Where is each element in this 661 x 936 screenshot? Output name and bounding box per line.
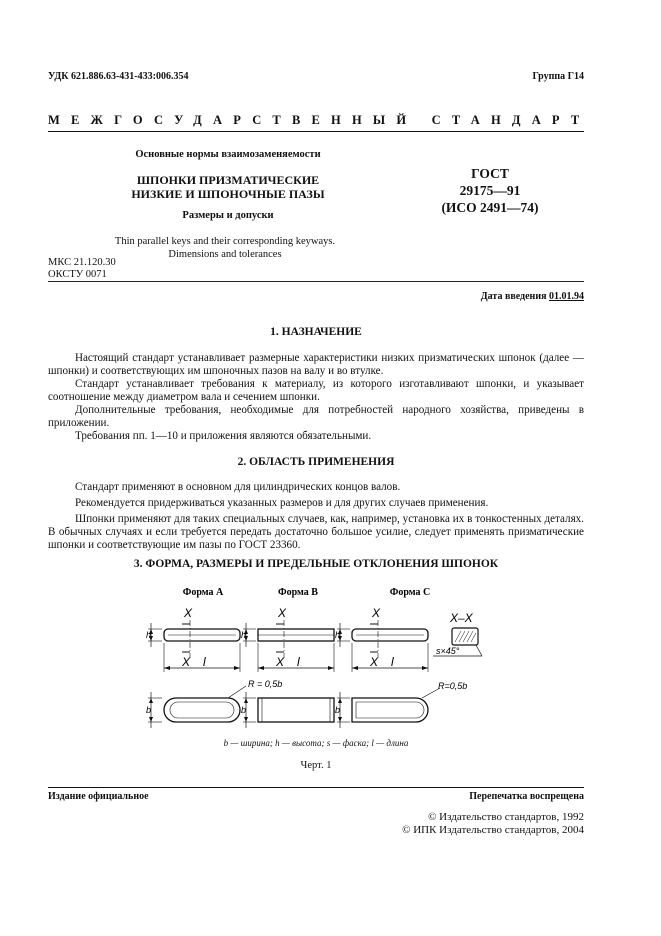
- group-code: Группа Г14: [532, 71, 584, 82]
- section-mark-a-bottom: X: [182, 655, 191, 669]
- form-b-side-view: [243, 620, 334, 672]
- section-label: X–X: [450, 611, 473, 625]
- udk-code: УДК 621.886.63-431-433:006.354: [48, 71, 189, 82]
- figure-caption: Черт. 1: [300, 760, 332, 771]
- copyright-2004: © ИПК Издательство стандартов, 2004: [402, 824, 584, 836]
- series-title: Основные нормы взаимозаменяемости: [135, 149, 321, 160]
- english-title: [80, 235, 370, 261]
- intro-date-label: Дата введения: [480, 291, 547, 302]
- chamfer-label: s×45°: [436, 646, 460, 656]
- section-mark-b-top: X: [278, 606, 287, 620]
- width-label-b: b: [241, 705, 247, 715]
- section-2-paragraph-2: Рекомендуется придерживаться указанных размеров и для других случаев применения.: [75, 497, 489, 509]
- section-mark-b-bottom: X: [276, 655, 285, 669]
- title-rule: [48, 281, 584, 282]
- intro-date-value: 01.01.94: [549, 291, 584, 302]
- mks-code: МКС 21.120.30: [48, 257, 116, 268]
- section-2-title: 2. ОБЛАСТЬ ПРИМЕНЕНИЯ: [237, 456, 395, 468]
- section-2-paragraph-1: Стандарт применяют в основном для цилиндрических концов валов.: [75, 481, 401, 493]
- footer-rule: [48, 787, 584, 788]
- height-label-b: h: [241, 630, 247, 640]
- gost-designation: [410, 165, 570, 216]
- form-b-label: Форма B: [278, 587, 318, 598]
- document-subtitle: Размеры и допуски: [182, 210, 274, 221]
- section-mark-c-top: X: [372, 606, 381, 620]
- form-a-label: Форма А: [182, 587, 224, 598]
- form-c-plan-view: [337, 688, 440, 728]
- iso-number: (ИСО 2491—74): [441, 200, 539, 215]
- section-2-body: [48, 481, 584, 552]
- form-a-plan-view: [148, 686, 246, 728]
- section-2-paragraph-3: Шпонки применяют для таких специальных случаев, как, например, установка их в тонкостенных деталях. В обычных случаях и если требуется передать достаточно большое усилие, следует применять призматические шпонки и соответствующие им пазы по ГОСТ 23360.: [48, 513, 584, 551]
- title-line-1: ШПОНКИ ПРИЗМАТИЧЕСКИЕ: [136, 173, 320, 187]
- section-1-title: 1. НАЗНАЧЕНИЕ: [270, 326, 362, 338]
- copyright-block: [402, 811, 584, 837]
- section-mark-c-bottom: X: [370, 655, 379, 669]
- form-b-plan-view: [243, 692, 334, 728]
- radius-label-c: R=0,5b: [438, 681, 468, 691]
- standard-banner: МЕЖГОСУДАРСТВЕННЫЙ СТАНДАРТ: [48, 113, 591, 127]
- section-1-paragraph-2: Стандарт устанавливает требования к материалу, из которого изготавливают шпонки, и указывает соотношение между диаметром вала и сечением шпонки.: [48, 378, 584, 403]
- section-1-body: [48, 352, 584, 443]
- english-title-line-1: Thin parallel keys and their corresponding keyways.: [114, 236, 336, 247]
- gost-label: ГОСТ: [471, 166, 509, 181]
- radius-label-a: R = 0,5b: [248, 679, 283, 689]
- width-label-c: b: [335, 705, 341, 715]
- title-line-2: НИЗКИЕ И ШПОНОЧНЫЕ ПАЗЫ: [131, 187, 325, 201]
- form-a-side-view: [148, 620, 240, 672]
- width-label-a: b: [146, 705, 152, 715]
- section-1-paragraph-1: Настоящий стандарт устанавливает размерные характеристики низких призматических шпонок (далее — шпонки) и соответствующих им шпоночных пазов на валу и во втулке.: [48, 352, 584, 377]
- banner-rule: [48, 131, 584, 132]
- form-c-side-view: [337, 620, 428, 672]
- section-3-title: 3. ФОРМА, РАЗМЕРЫ И ПРЕДЕЛЬНЫЕ ОТКЛОНЕНИЯ ШПОНОК: [133, 558, 499, 570]
- reprint-prohibited: Перепечатка воспрещена: [469, 791, 584, 802]
- okstu-code: ОКСТУ 0071: [48, 269, 107, 280]
- height-label-c: h: [335, 630, 341, 640]
- section-1-paragraph-3: Дополнительные требования, необходимые для потребностей народного хозяйства, приведены в приложении.: [48, 404, 584, 429]
- section-1-paragraph-4: Требования пп. 1—10 и приложения являются обязательными.: [75, 430, 372, 442]
- figure-legend: b — ширина; h — высота; s — фаска; l — длина: [223, 738, 409, 748]
- official-edition: Издание официальное: [48, 791, 149, 802]
- length-label-a: l: [203, 655, 206, 669]
- length-label-c: l: [391, 655, 394, 669]
- classification-codes: [48, 257, 116, 281]
- height-label-a: h: [146, 630, 152, 640]
- length-label-b: l: [297, 655, 300, 669]
- gost-number: 29175—91: [459, 183, 521, 198]
- intro-date: [481, 291, 584, 302]
- english-title-line-2: Dimensions and tolerances: [168, 249, 282, 260]
- section-mark-a-top: X: [184, 606, 193, 620]
- key-forms-drawing: [130, 580, 510, 752]
- form-c-label: Форма C: [389, 587, 431, 598]
- document-title: [98, 173, 358, 201]
- copyright-1992: © Издательство стандартов, 1992: [428, 811, 584, 823]
